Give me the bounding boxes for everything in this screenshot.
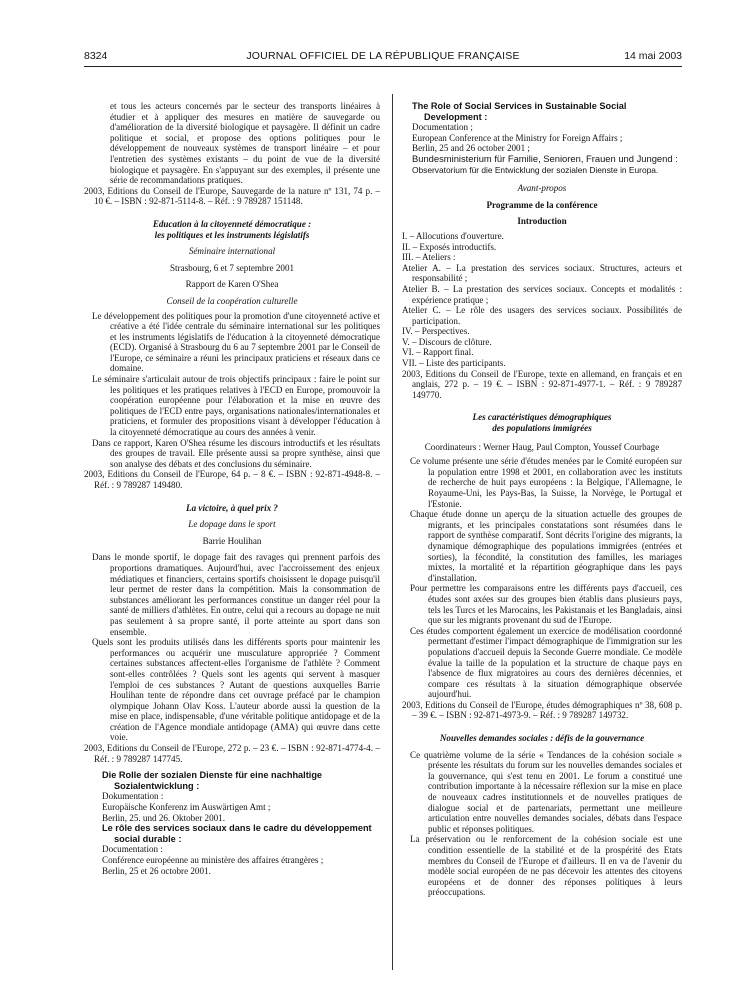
list-item: VI. – Rapport final.	[402, 347, 474, 358]
entry-title: Nouvelles demandes sociales : défis de la gouvernance	[439, 733, 645, 744]
list-item: V. – Discours de clôture.	[402, 336, 492, 347]
entry-reference: 2003, Editions du Conseil de l'Europe, 272 p. – 23 €. – ISBN : 92-871-4774-4. – Réf. : 9 789287 147745.	[84, 743, 380, 764]
entry-paragraph: Le séminaire s'articulait autour de trois objectifs principaux : faire le point sur les politiques et les pratiques relatives à l'ECD en Europe, promouvoir la coopération européenne pour l'élaboration et la mise en œuvre des politiques de l'ECD entre pays, organisations nationales/internationales et praticiens, et formuler des propositions visant à développer l'éducation à la citoyenneté démocratique au cours des années à venir.	[92, 374, 380, 438]
entry-reference: 2003, Editions du Conseil de l'Europe, Sauvegarde de la nature nº 131, 74 p. – 10 €. – ISBN : 92-871-5114-8. – Réf. : 9 789287 151148.	[84, 185, 380, 207]
entry-line: Dokumentation :	[102, 791, 164, 802]
entry-organisation: Conseil de la coopération culturelle	[166, 295, 298, 306]
section-heading: Avant-propos	[517, 183, 567, 194]
entry-paragraph: Ce quatrième volume de la série « Tendances de la cohésion sociale » présente les résultats du forum sur les nouvelles demandes sociales et la gouvernance, qui s'est tenu en 2001. Le forum a constitué une contribution importante à la nécessaire réflexion sur la mise en place de nouveaux cadres institutionnels et de nouvelles pratiques de dialogue social et de partenariats, permettant une meilleure articulation entre nouvelles demandes sociales, débats dans l'espace public et réponses politiques.	[410, 749, 682, 834]
entry-title: La victoire, à quel prix ?	[186, 502, 278, 513]
entry-line: Berlin, 25 and 26 october 2001 ;	[412, 143, 530, 154]
header-rule	[84, 66, 682, 67]
entry-paragraph: Ce volume présente une série d'études menées par le Comité européen sur la population entre 1998 et 2001, en collaboration avec les instituts de recherche de huit pays européens : la Belgique, l'Allemagne, le Royaume-Uni, les Pays-Bas, la Suisse, la Norvège, le Portugal et l'Estonie.	[410, 456, 682, 509]
entry-line: Observatorium für die Entwicklung der sozialen Dienste in Europa.	[412, 164, 659, 175]
entry-line: Documentation ;	[412, 122, 473, 133]
entry-line: European Conference at the Ministry for Foreign Affairs ;	[412, 132, 623, 143]
entry-title: des populations immigrées	[492, 423, 592, 434]
entry-coordinators: Coordinateurs : Werner Haug, Paul Compton, Youssef Courbage	[424, 441, 660, 452]
entry-paragraph: Dans le monde sportif, le dopage fait des ravages qui prennent parfois des proportions dramatiques. Aujourd'hui, avec l'accroissement des enjeux médiatiques et financiers, certains sportifs choisissent le dopage puisqu'il leur permet de rester dans la compétition. Mais la consommation de substances améliorant les performances constitue un danger réel pour la santé de milliers d'athlètes. En outre, celui qui a recours au dopage ne nuit pas seulement à sa propre santé, il porte atteinte au sport dans son ensemble.	[92, 552, 380, 637]
entry-paragraph: Dans ce rapport, Karen O'Shea résume les discours introductifs et les résultats des groupes de travail. Elle présente aussi sa propre synthèse, ainsi que son analyse des débats et des conclusions du séminaire.	[92, 437, 380, 469]
page-header	[84, 50, 682, 64]
entry-title: Les caractéristiques démographiques	[472, 412, 612, 423]
entry-line: Berlin, 25. und 26. Oktober 2001.	[102, 812, 226, 823]
entry-reference: 2003, Editions du Conseil de l'Europe, texte en allemand, en français et en anglais, 272 p. – 19 €. – ISBN : 92-871-4977-1. – Réf. : 9 789287 149770.	[402, 368, 682, 400]
section-heading: Programme de la conférence	[486, 199, 598, 210]
right-column	[402, 101, 682, 898]
entry-title: Le rôle des services sociaux dans le cadre du développement social durable :	[102, 823, 372, 844]
entry-line: Documentation :	[102, 844, 163, 855]
entry-title: Die Rolle der sozialen Dienste für eine nachhaltige Sozialentwicklung :	[102, 770, 323, 791]
left-column	[84, 101, 380, 876]
list-item: VII. – Liste des participants.	[402, 358, 506, 369]
list-item: Atelier B. – La prestation des services sociaux. Concepts et modalités : expérience pratique ;	[402, 283, 682, 305]
journal-title: JOURNAL OFFICIEL DE LA RÉPUBLIQUE FRANÇAISE	[246, 50, 520, 62]
entry-subtitle: Le dopage dans le sport	[188, 519, 276, 530]
entry-line: Conférence européenne au ministère des affaires étrangères ;	[102, 855, 324, 865]
entry-title: Education à la citoyenneté démocratique :	[152, 218, 312, 229]
list-item: Atelier C. – Le rôle des usagers des services sociaux. Possibilités de participation.	[402, 305, 682, 326]
column-divider	[392, 94, 393, 970]
entry-reference: 2003, Editions du Conseil de l'Europe, 64 p. – 8 €. – ISBN : 92-871-4948-8. – Réf. : 9 789287 149480.	[84, 469, 380, 490]
issue-date: 14 mai 2003	[624, 50, 682, 62]
entry-title: les politiques et les instruments législatifs	[154, 229, 310, 240]
section-heading: Introduction	[517, 216, 567, 227]
entry-line: Bundesministerium für Familie, Senioren, Frauen und Jungend :	[412, 152, 678, 164]
entry-author: Barrie Houlihan	[202, 535, 262, 546]
list-item: II. – Exposés introductifs.	[402, 241, 497, 252]
list-item: Atelier A. – La prestation des services sociaux. Structures, acteurs et responsabilité ;	[402, 262, 682, 284]
entry-paragraph: Ces études comportent également un exercice de modélisation coordonné permettant d'estimer l'impact démographique de l'immigration sur les populations d'accueil depuis la Seconde Guerre mondiale. Ce modèle évalue la taille de la population et la structure de chaque pays en l'absence de flux migratoires au cours des dernières décennies, et compare ces résultats à la situation démographique observée aujourd'hui.	[410, 625, 682, 700]
list-item: I. – Allocutions d'ouverture.	[402, 230, 504, 241]
entry-paragraph: Le développement des politiques pour la promotion d'une citoyenneté active et créative a été l'idée centrale du séminaire international sur les politiques et les instruments législatifs de l'éducation à la citoyenneté démocratique (ECD). Organisé à Strasbourg du 6 au 7 septembre 2001 par le Conseil de l'Europe, ce séminaire a réuni les principaux praticiens et réseaux dans ce domaine.	[92, 310, 380, 374]
entry-paragraph: Chaque étude donne un aperçu de la situation actuelle des groupes de migrants, et les principales constatations sont résumées dans le rapport de synthèse comparatif. Sont décrits l'origine des migrants, la dynamique démographique des populations immigrées (entrées et sorties), la fécondité, la constitution des familles, les mariages mixtes, la mortalité et la répartition géographique dans les pays d'installation.	[410, 509, 682, 583]
list-item: IV. – Perspectives.	[402, 326, 470, 337]
programme-list	[402, 231, 682, 369]
entry-reference: 2003, Editions du Conseil de l'Europe, études démographiques nº 38, 608 p. – 39 €. – ISBN : 92-871-4973-9. – Réf. : 9 789287 149732.	[402, 699, 682, 721]
entry-body: et tous les acteurs concernés par le secteur des transports linéaires à étudier et à appliquer des mesures en matière de sauvegarde ou d'amélioration de la diversité biologique et paysagère. Il définit un cadre politique et social, et propose des options politiques pour le développement de nouveaux systèmes de transport linéaire – et pour l'entretien des systèmes existants – du point de vue de la diversité biologique et paysagère. En s'appuyant sur des exemples, il présente une série de recommandations pratiques.	[110, 101, 380, 186]
page-number: 8324	[84, 50, 108, 62]
entry-subtitle: Séminaire international	[188, 246, 276, 257]
entry-paragraph: Quels sont les produits utilisés dans les différents sports pour maintenir les performances ou acquérir une musculature appropriée ? Comment certaines substances affectent-elles l'organisme de l'athlète ? Comment sont-elles contrôlées ? Quels sont les agents qui servent à masquer l'emploi de ces substances ? Autant de questions auxquelles Barrie Houlihan tente de répondre dans cet ouvrage préfacé par le champion olympique Johann Olav Koss. L'auteur aborde aussi la question de la mise en place, indispensable, d'une véritable politique antidopage et de la création de l'Agence mondiale antidopage (AMA) qui œuvre dans cette voie.	[92, 637, 380, 743]
entry-author: Rapport de Karen O'Shea	[185, 279, 279, 290]
entry-line: Europäische Konferenz im Auswärtigen Amt ;	[102, 802, 271, 813]
entry-paragraph: Pour permettre les comparaisons entre les différents pays d'accueil, ces études sont axées sur des groupes bien établis dans plusieurs pays, tels les Turcs et les Marocains, les Pakistanais et les Bangladais, ainsi que sur les migrants provenant du sud de l'Europe.	[410, 583, 682, 626]
entry-place: Strasbourg, 6 et 7 septembre 2001	[169, 262, 295, 273]
entry-title: The Role of Social Services in Sustainable Social Development :	[412, 101, 627, 122]
list-item: III. – Ateliers :	[402, 252, 456, 263]
entry-line: Berlin, 25 et 26 octobre 2001.	[102, 865, 211, 876]
entry-paragraph: La préservation ou le renforcement de la cohésion sociale est une condition essentielle de la stabilité et de la prospérité des Etats membres du Conseil de l'Europe et d'ailleurs. Il en va de l'avenir du modèle social européen de ne pas décevoir les attentes des citoyens européens et de donner des réponses politiques à leurs préoccupations.	[410, 834, 682, 898]
